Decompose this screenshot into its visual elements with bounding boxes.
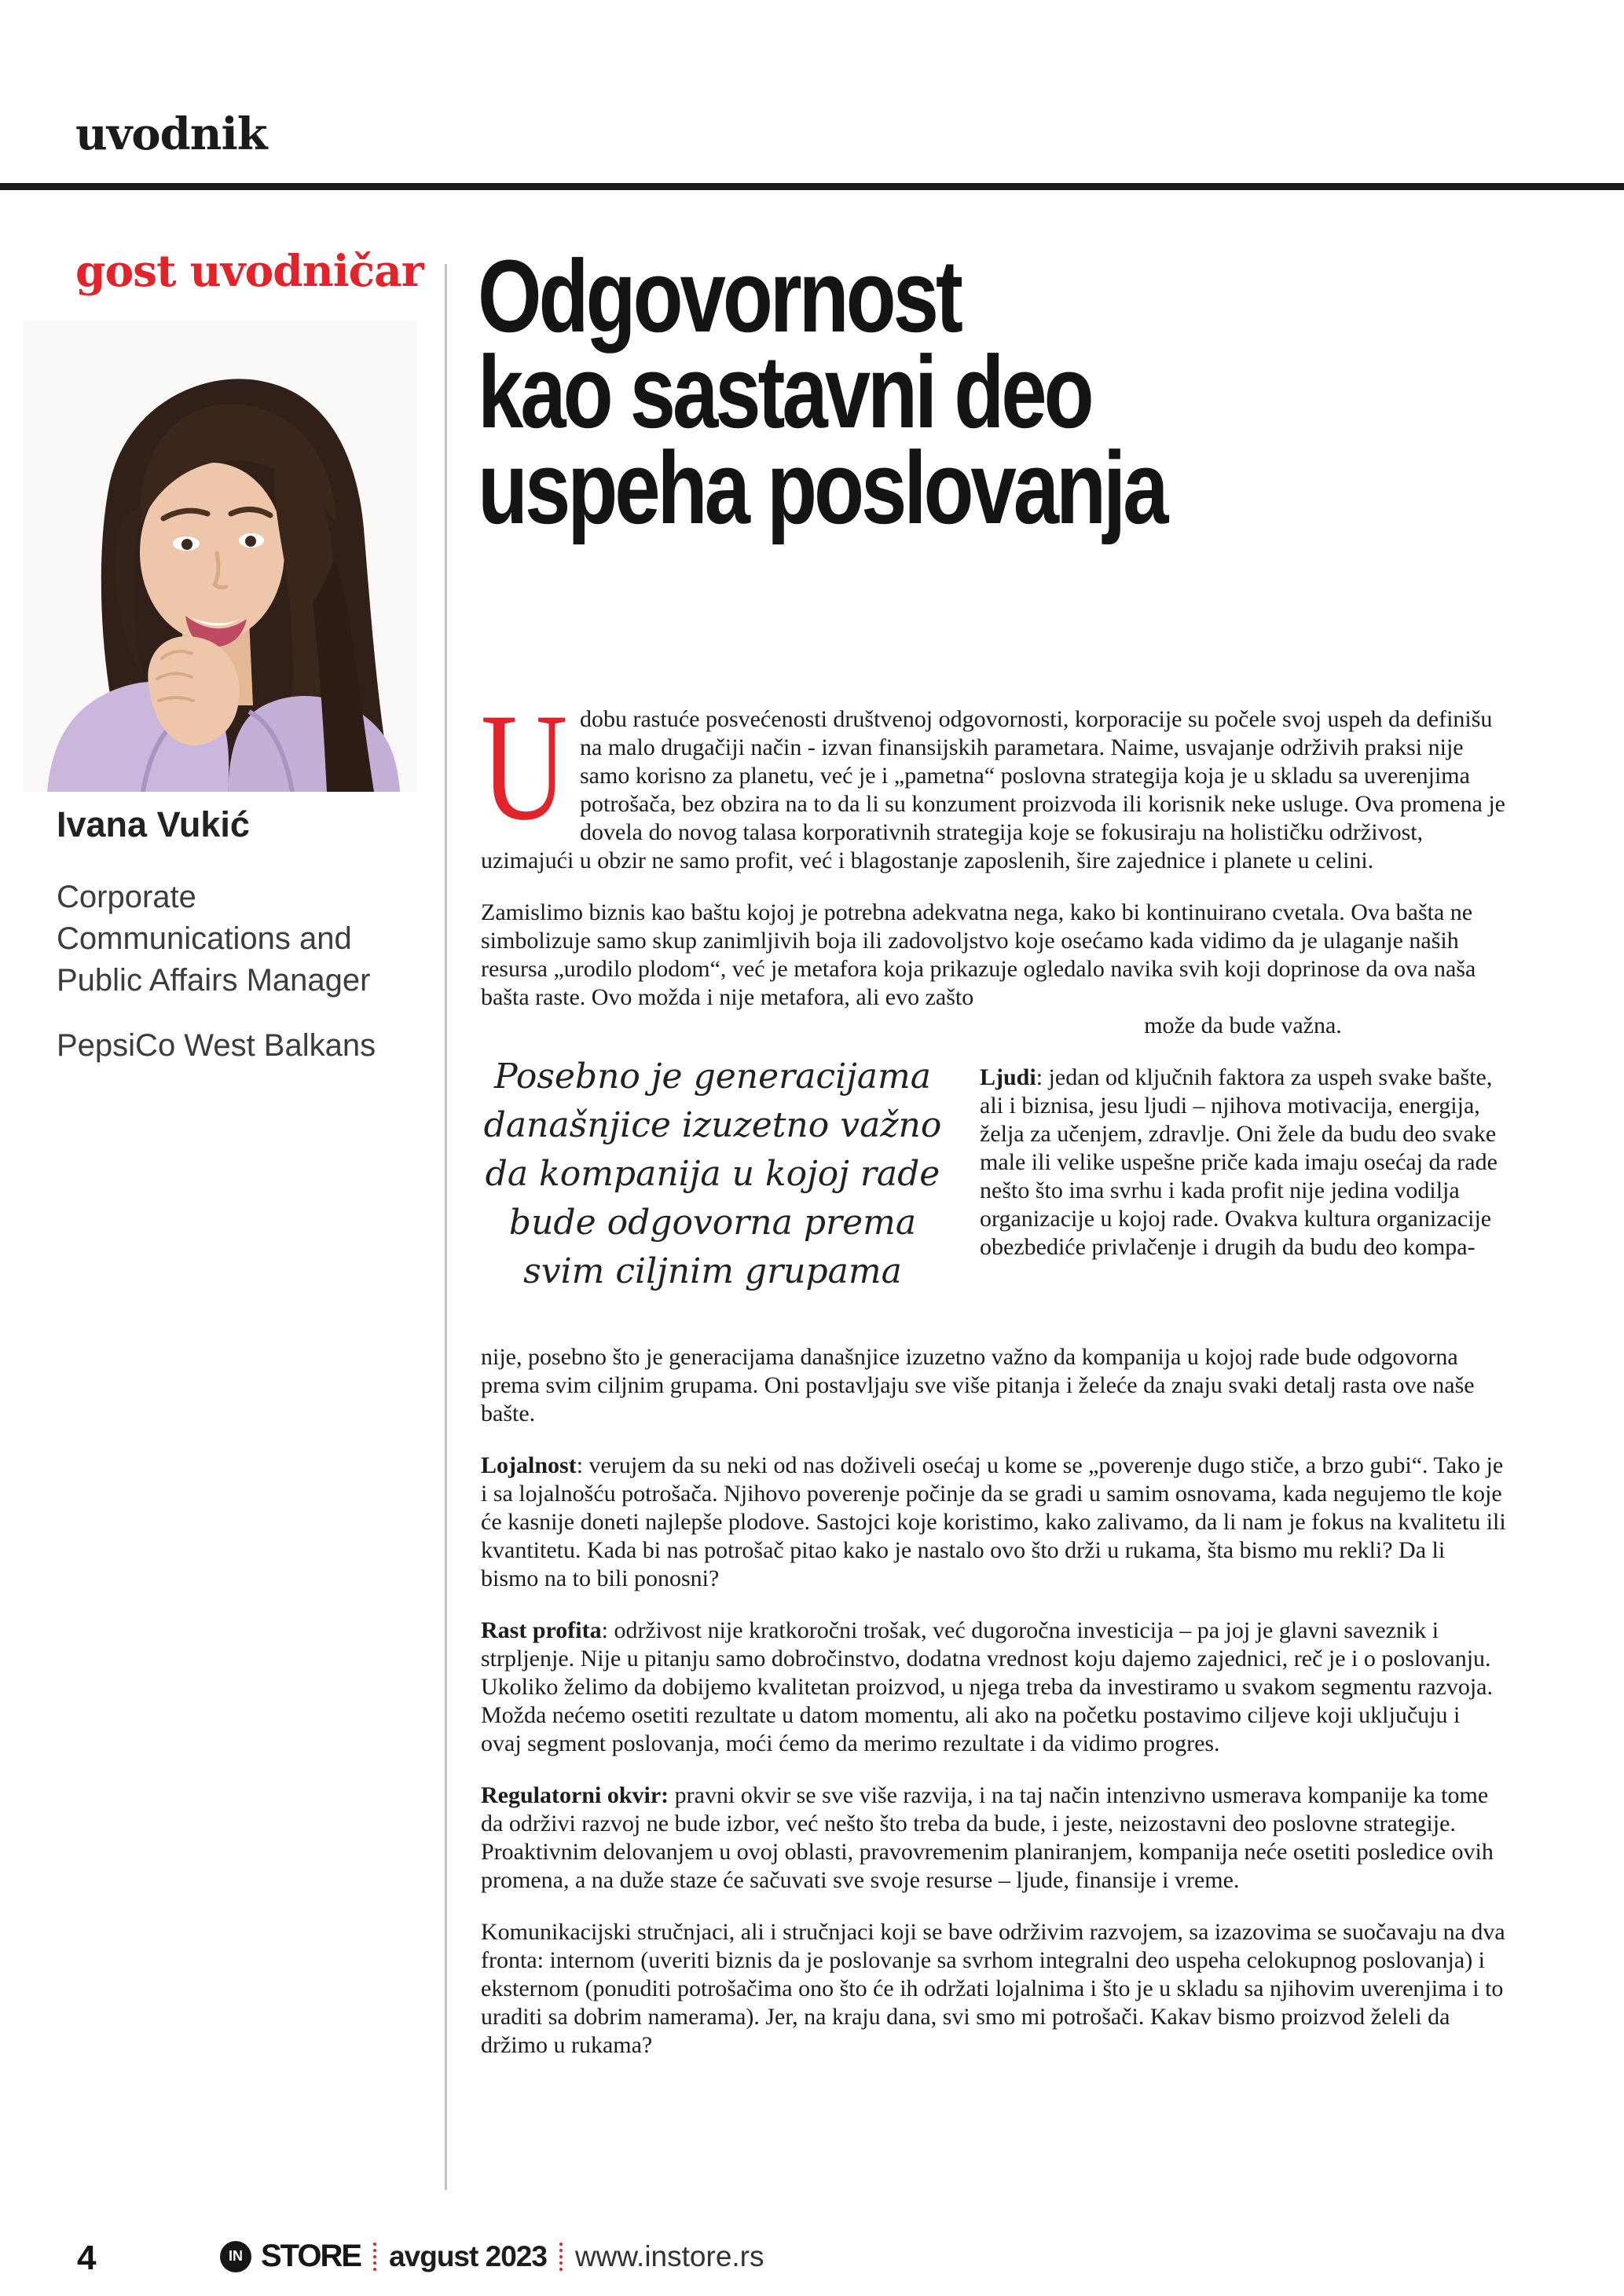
footer-dotted-separator — [559, 2243, 563, 2271]
headline-line-2: kao sastavni deo — [478, 334, 1091, 449]
top-rule — [0, 183, 1624, 190]
wrap-text-column — [980, 1012, 1506, 1320]
paragraph-garden-continuation: može da bude važna. — [1144, 1013, 1342, 1038]
footer-dotted-separator — [373, 2243, 376, 2271]
paragraph-rast-lead: Rast profita — [481, 1617, 602, 1643]
pull-quote: Posebno je generacijama današnjice izuzetno važno da kompanija u kojoj rade bude odgovorna prema svim ciljnim grupama — [483, 1056, 942, 1291]
paragraph-regulatorni: Regulatorni okvir: pravni okvir se sve više razvija, i na taj način intenzivno usmerava kompanije ka tome da održivi razvoj ne bude izbor, već nešto što treba da bude, i jeste, neizostavni deo poslovne strategije. Proaktivnim delovanjem u ovoj oblasti, pravovremenim planiranjem, kompanija neće osetiti posledice ovih promena, a na duže staze će sačuvati sve svoje resurse – ljude, finansije i vreme. — [481, 1782, 1494, 1893]
author-company: PepsiCo West Balkans — [57, 1028, 376, 1063]
paragraph-final: Komunikacijski stručnjaci, ali i stručnjaci koji se bave održivim razvojem, sa izazovima se suočavaju na dva fronta: internom (uveriti biznis da je poslovanje sa svrhom integralni deo uspeha celokupnog poslovanja) i eksternom (ponuditi potrošačima ono što će ih održati lojalnima i što je u skladu sa njihovim uverenjima i to uraditi sa dobrim namerama). Jer, na kraju dana, svi smo mi potrošači. Kakav bismo proizvod želeli da držimo u rukama? — [481, 1919, 1505, 2058]
author-photo — [24, 320, 416, 792]
paragraph-ljudi-continuation: nije, posebno što je generacijama današnjice izuzetno važno da kompanija u kojoj rade bude odgovorna prema svim ciljnim grupama. Oni postavljaju sve više pitanja i želeće da znaju svaki detalj rasta ove naše bašte. — [481, 1344, 1475, 1426]
paragraph-rast-profita: Rast profita: održivost nije kratkoročni trošak, već dugoročna investicija – pa joj je glavni saveznik i strpljenje. Nije u pitanju samo dobročinstvo, dodatna vrednost koju dajemo zajednici, reč je i o poslovanju. Ukoliko želimo da dobijemo kvalitetan proizvod, u njega treba da investiramo u svakom segmentu razvoja. Možda nećemo osetiti rezultate u datom momentu, ali ako na početku postavimo ciljeve koji uključuju i ovaj segment poslovanja, moći ćemo da merimo rezultate i da vidimo progres. — [481, 1617, 1493, 1756]
author-title: Corporate Communications and Public Affairs Manager — [57, 880, 371, 998]
paragraph-garden: Zamislimo biznis kao baštu kojoj je potrebna adekvatna nega, kako bi kontinuirano cvetala. Ova bašta ne simbolizuje samo skup zanimljivih boja ili zadovoljstvo koje osećamo kada vidimo da je ulaganje naših resursa „urodilo plodom“, već je metafora koja prikazuje ogledalo navika svih koji doprinose da ova naša bašta raste. Ovo možda i nije metafora, ali evo zašto — [481, 899, 1476, 1010]
drop-cap: U — [481, 682, 568, 852]
paragraph-intro: U dobu rastuće posvećenosti društvenoj odgovornosti, korporacije su počele svoj uspeh da definišu na malo drugačiji način - izvan finansijskih parametara. Naime, usvajanje održivih praksi nije samo korisno za planetu, već je i „pametna“ poslovna strategija koja je u skladu sa uverenjima potrošača, bez obzira na to da li su konzument proizvoda ili korisnik neke usluge. Ova promena je dovela do novog talasa korporativnih strategija koje se fokusiraju na holističku održivost, uzimajući u obzir ne samo profit, već i blagostanje zaposlenih, šire zajednice i planete u celini. — [481, 682, 1505, 873]
author-block — [57, 804, 434, 1064]
footer-website: www.instore.rs — [574, 2239, 764, 2272]
article-body — [481, 682, 1506, 2083]
page-number: 4 — [77, 2239, 96, 2277]
paragraph-lojalnost-lead: Lojalnost — [481, 1452, 577, 1478]
footer-brand-name: STORE — [261, 2239, 361, 2273]
kicker-label: gost uvodničar — [75, 245, 423, 296]
headline-line-1: Odgovornost — [478, 238, 960, 353]
instore-logo-icon: IN — [220, 2241, 251, 2272]
footer-issue: avgust 2023 — [389, 2239, 547, 2272]
section-label: uvodnik — [75, 108, 267, 160]
page-footer — [0, 2232, 1624, 2287]
headline-line-3: uspeha poslovanja — [478, 430, 1166, 545]
quote-and-text-row — [481, 1012, 1506, 1320]
footer-brand — [220, 2239, 764, 2274]
author-name: Ivana Vukić — [57, 804, 250, 844]
column-divider — [445, 264, 447, 2190]
pull-quote-column — [481, 1012, 944, 1320]
paragraph-regulatorni-lead: Regulatorni okvir: — [481, 1782, 669, 1808]
author-portrait-illustration — [24, 320, 416, 792]
paragraph-lojalnost: Lojalnost: verujem da su neki od nas doživeli osećaj u kome se „poverenje dugo stiče, a brzo gubi“. Tako je i sa lojalnošću potrošača. Njihovo poverenje počinje da se gradi u samim osnovama, kada negujemo tle koje će kasnije doneti najlepše plodove. Sastojci koje koristimo, kako zalivamo, da li nam je fokus na kvalitetu ili kvantitetu. Kada bi nas potrošač pitao kako je nastalo ovo što drži u rukama, šta bismo mu rekli? Da li bismo na to bili ponosni? — [481, 1452, 1506, 1591]
article-headline — [478, 238, 1337, 545]
paragraph-ljudi: Ljudi: jedan od ključnih faktora za uspeh svake bašte, ali i biznisa, jesu ljudi – njihova motivacija, energija, želja za učenjem, zdravlje. Oni žele da budu deo svake male ili velike uspešne priče kada imaju osećaj da rade nešto što ima svrhu i kada profit nije jedina vodilja organizacije u kojoj rade. Ovakva kultura organizacije obezbediće privlačenje i drugih da budu deo kompa- — [980, 1064, 1498, 1260]
paragraph-ljudi-lead: Ljudi — [980, 1064, 1036, 1090]
